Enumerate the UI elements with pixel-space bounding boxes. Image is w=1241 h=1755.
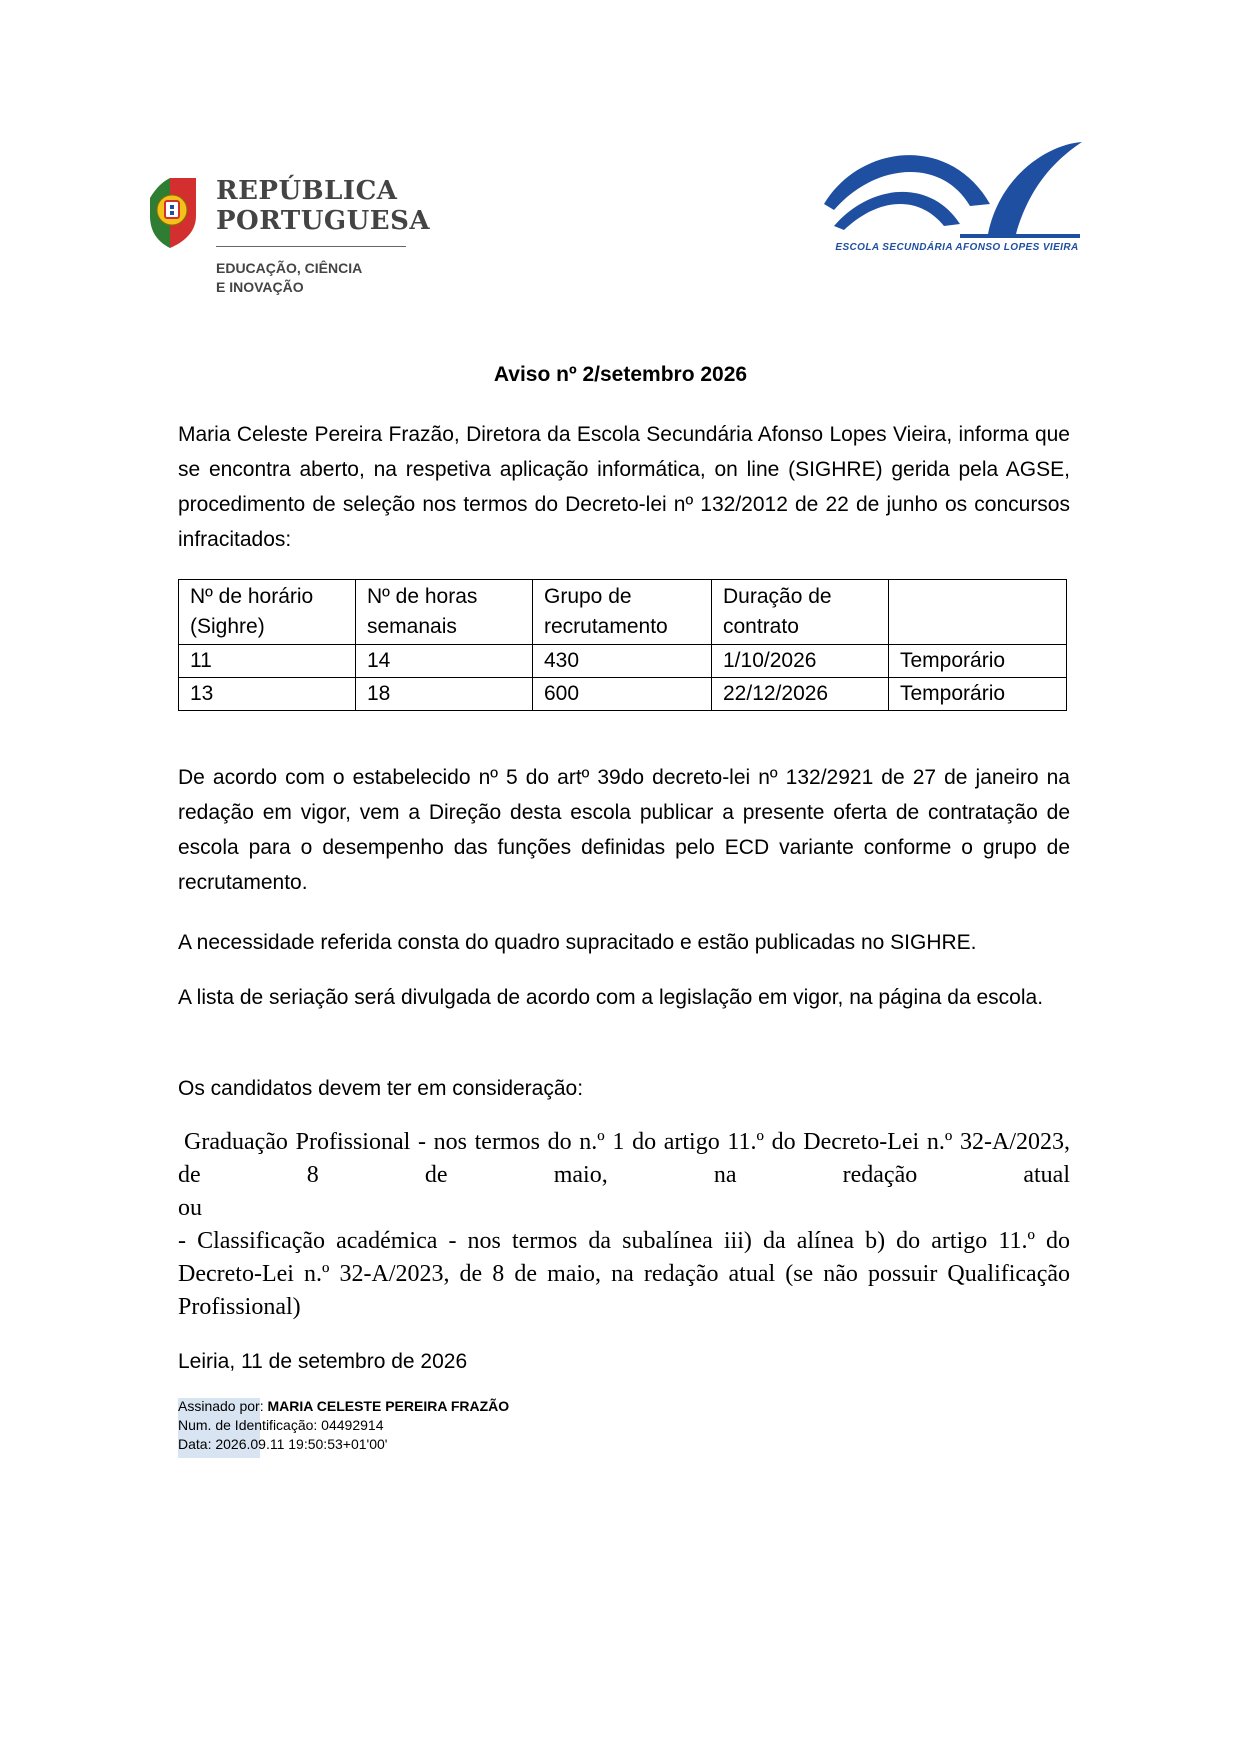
table-row bbox=[179, 678, 1067, 711]
table-cell: 14 bbox=[356, 645, 533, 678]
table-row bbox=[179, 645, 1067, 678]
place-date: Leiria, 11 de setembro de 2026 bbox=[178, 1350, 468, 1373]
criteria-graduation-line2: de 8 de maio, na redação atual bbox=[178, 1162, 1070, 1188]
legal-basis-paragraph: De acordo com o estabelecido nº 5 do artº 39do decreto-lei nº 132/2921 de 27 de janeiro na redação em vigor, vem a Direção desta escola publicar a presente oferta de contratação de escola para o desempenho das funções definidas pelo ECD variante conforme o grupo de recrutamento. bbox=[178, 766, 1070, 894]
table-header-cell: Nº de horas semanais bbox=[356, 580, 533, 645]
necessity-paragraph: A necessidade referida consta do quadro supracitado e estão publicadas no SIGHRE. bbox=[178, 931, 977, 954]
table-cell: 13 bbox=[179, 678, 356, 711]
schedule-table bbox=[178, 579, 1067, 711]
rp-title-line1: REPÚBLICA bbox=[216, 176, 398, 206]
table-cell: 430 bbox=[533, 645, 712, 678]
notice-title: Aviso nº 2/setembro 2026 bbox=[493, 363, 748, 386]
digital-signature bbox=[178, 1398, 598, 1458]
ranking-list-paragraph: A lista de seriação será divulgada de acordo com a legislação em vigor, na página da escola. bbox=[178, 986, 1044, 1009]
republica-portuguesa-logo bbox=[148, 172, 431, 302]
table-cell: 22/12/2026 bbox=[712, 678, 889, 711]
rp-title-line2: PORTUGUESA bbox=[216, 206, 431, 236]
table-cell: 1/10/2026 bbox=[712, 645, 889, 678]
rp-ministry-line1: EDUCAÇÃO, CIÊNCIA bbox=[216, 260, 363, 276]
rp-divider bbox=[216, 246, 406, 247]
school-logo-text: ESCOLA SECUNDÁRIA AFONSO LOPES VIEIRA bbox=[835, 242, 1079, 253]
signature-signer: MARIA CELESTE PEREIRA FRAZÃO bbox=[267, 1398, 510, 1414]
signature-id: Num. de Identificação: 04492914 bbox=[178, 1417, 384, 1433]
table-cell: Temporário bbox=[889, 678, 1067, 711]
signature-date: Data: 2026.09.11 19:50:53+01'00' bbox=[178, 1436, 388, 1452]
signature-label: Assinado por: bbox=[178, 1398, 264, 1414]
table-header-cell: Duração de contrato bbox=[712, 580, 889, 645]
criteria-or: ou bbox=[178, 1195, 202, 1221]
table-header-cell: Grupo de recrutamento bbox=[533, 580, 712, 645]
candidates-intro: Os candidatos devem ter em consideração: bbox=[178, 1077, 584, 1100]
table-cell: Temporário bbox=[889, 645, 1067, 678]
table-cell: 18 bbox=[356, 678, 533, 711]
school-arcs-logo-icon bbox=[820, 134, 1090, 244]
table-header-cell bbox=[889, 580, 1067, 645]
table-cell: 600 bbox=[533, 678, 712, 711]
school-logo bbox=[820, 134, 1090, 264]
criteria-block bbox=[178, 1126, 1070, 1324]
criteria-graduation-line1: Graduação Profissional - nos termos do n.º 1 do artigo 11.º do Decreto-Lei n.º 32-A/2023, bbox=[184, 1129, 1070, 1155]
table-header-cell: Nº de horário (Sighre) bbox=[179, 580, 356, 645]
table-header-row bbox=[179, 580, 1067, 645]
intro-paragraph: Maria Celeste Pereira Frazão, Diretora da Escola Secundária Afonso Lopes Vieira, informa que se encontra aberto, na respetiva aplicação informática, on line (SIGHRE) gerida pela AGSE, procedimento de seleção nos termos do Decreto-lei nº 132/2012 de 22 de junho os concursos infracitados: bbox=[178, 423, 1070, 551]
portuguese-emblem-icon bbox=[148, 176, 198, 250]
table-cell: 11 bbox=[179, 645, 356, 678]
criteria-classification: - Classificação académica - nos termos da subalínea iii) da alínea b) do artigo 11.º do Decreto-Lei n.º 32-A/2023, de 8 de maio, na redação atual (se não possuir Qualificação Profissional) bbox=[178, 1228, 1070, 1320]
rp-ministry-line2: E INOVAÇÃO bbox=[216, 279, 304, 295]
